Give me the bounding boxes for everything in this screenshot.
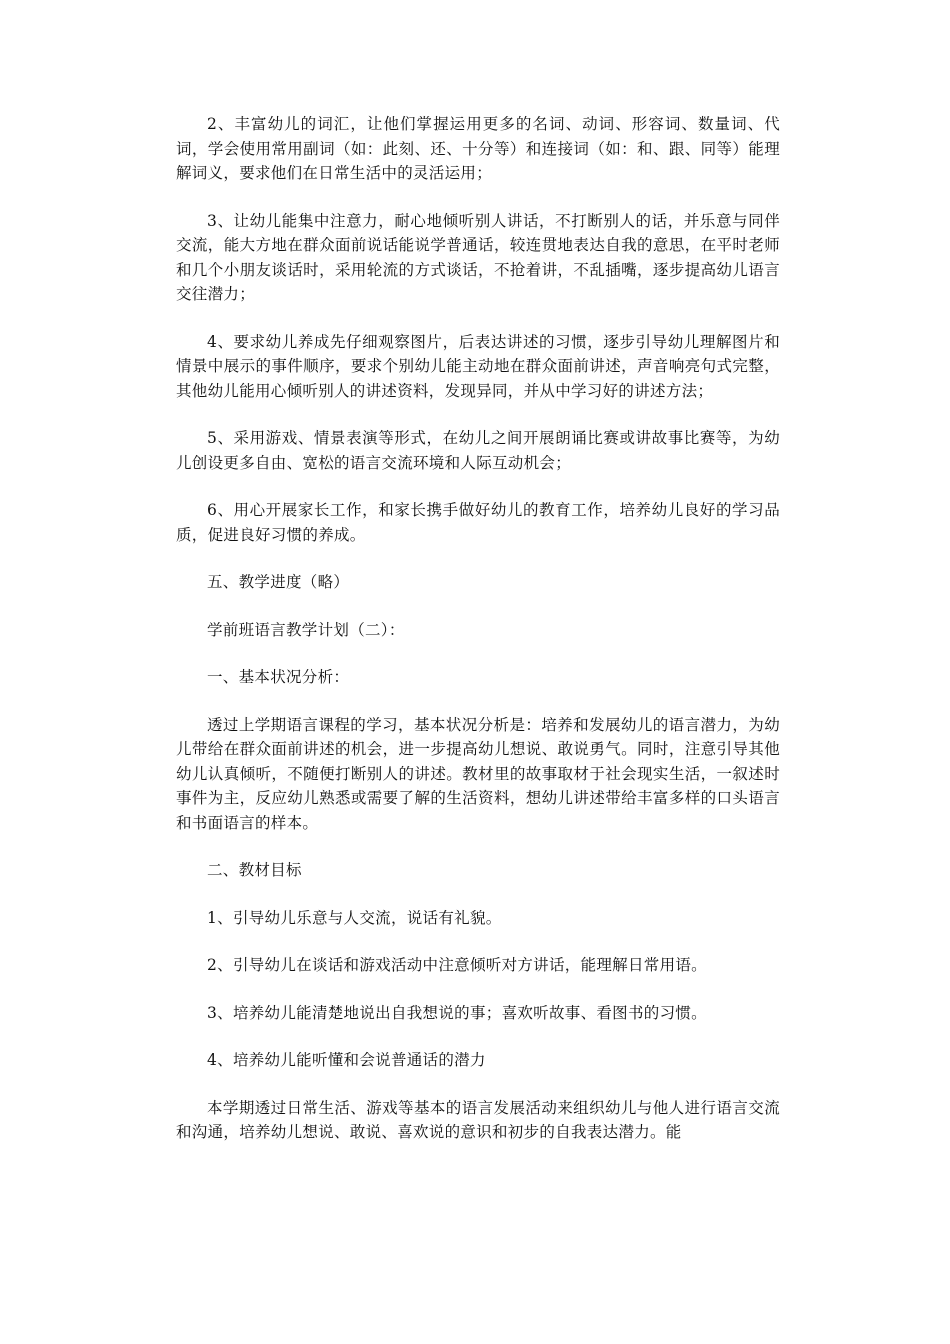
paragraph-goal-4: 4、要求幼儿养成先仔细观察图片，后表达讲述的习惯，逐步引导幼儿理解图片和情景中展示的事件顺序，要求个别幼儿能主动地在群众面前讲述，声音响亮句式完整，其他幼儿能用心倾听别人的讲述资料，发现异同，并从中学习好的讲述方法； bbox=[176, 332, 780, 400]
list-item-goal-4: 4、培养幼儿能听懂和会说普通话的潜力 bbox=[207, 1051, 486, 1069]
section-heading-progress: 五、教学进度（略） bbox=[207, 573, 350, 591]
list-item-goal-2: 2、引导幼儿在谈话和游戏活动中注意倾听对方讲话，能理解日常用语。 bbox=[207, 956, 707, 974]
section-heading-goals: 二、教材目标 bbox=[207, 861, 302, 879]
document-body bbox=[176, 112, 780, 1168]
paragraph-goal-6: 6、用心开展家长工作，和家长携手做好幼儿的教育工作，培养幼儿良好的学习品质，促进良好习惯的养成。 bbox=[176, 501, 780, 544]
section-heading-analysis: 一、基本状况分析： bbox=[207, 668, 350, 686]
paragraph-analysis: 透过上学期语言课程的学习，基本状况分析是：培养和发展幼儿的语言潜力，为幼儿带给在群众面前讲述的机会，进一步提高幼儿想说、敢说勇气。同时，注意引导其他幼儿认真倾听，不随便打断别人的讲述。教材里的故事取材于社会现实生活，一叙述时事件为主，反应幼儿熟悉或需要了解的生活资料，想幼儿讲述带给丰富多样的口头语言和书面语言的样本。 bbox=[176, 715, 780, 832]
paragraph-goal-3: 3、让幼儿能集中注意力，耐心地倾听别人讲话，不打断别人的话，并乐意与同伴交流，能大方地在群众面前说话能说学普通话，较连贯地表达自我的意思，在平时老师和几个小朋友谈话时，采用轮流的方式谈话，不抢着讲，不乱插嘴，逐步提高幼儿语言交往潜力； bbox=[176, 211, 780, 303]
plan-title: 学前班语言教学计划（二）： bbox=[207, 620, 405, 639]
list-item-goal-3: 3、培养幼儿能清楚地说出自我想说的事；喜欢听故事、看图书的习惯。 bbox=[207, 1003, 707, 1022]
list-item-goal-1: 1、引导幼儿乐意与人交流，说话有礼貌。 bbox=[207, 908, 502, 927]
paragraph-goal-2: 2、丰富幼儿的词汇，让他们掌握运用更多的名词、动词、形容词、数量词、代词，学会使用常用副词（如：此刻、还、十分等）和连接词（如：和、跟、同等）能理解词义，要求他们在日常生活中的灵活运用； bbox=[176, 115, 780, 182]
paragraph-semester-plan: 本学期透过日常生活、游戏等基本的语言发展活动来组织幼儿与他人进行语言交流和沟通，培养幼儿想说、敢说、喜欢说的意识和初步的自我表达潜力。能 bbox=[176, 1098, 780, 1141]
paragraph-goal-5: 5、采用游戏、情景表演等形式，在幼儿之间开展朗诵比赛或讲故事比赛等，为幼儿创设更多自由、宽松的语言交流环境和人际互动机会； bbox=[176, 429, 780, 472]
